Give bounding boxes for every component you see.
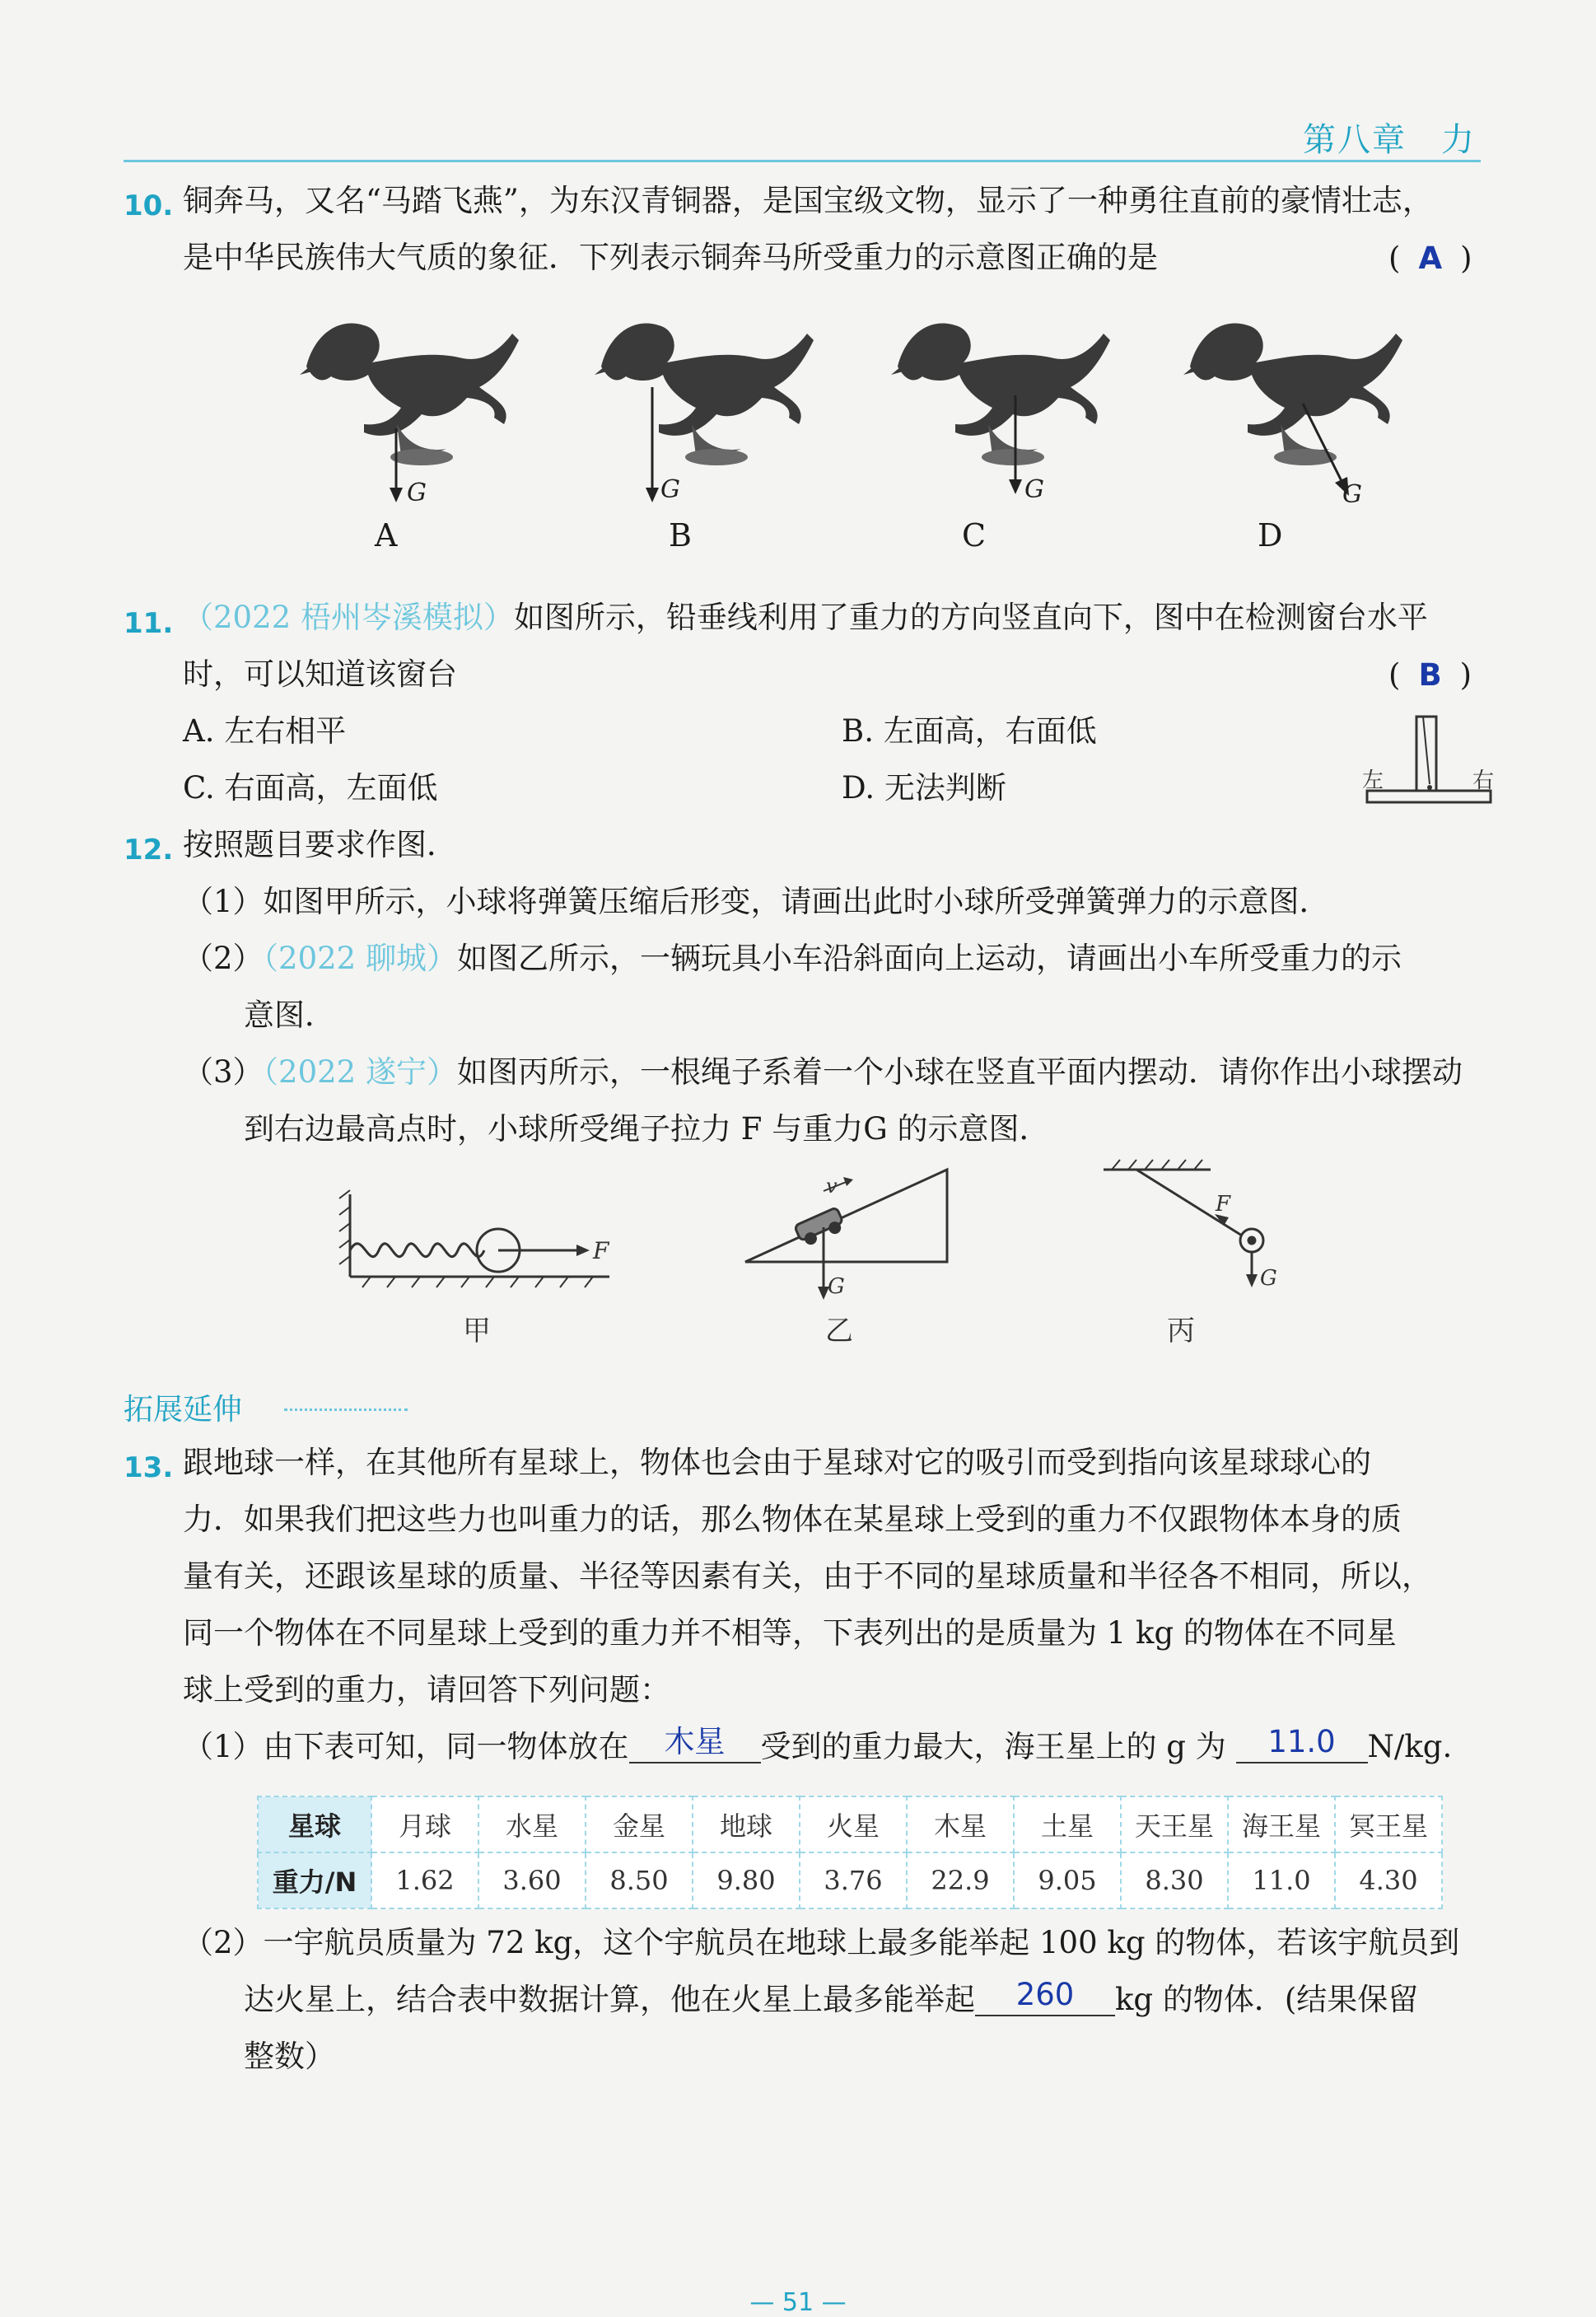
- q10-line1: 铜奔马，又名“马踏飞燕”，为东汉青铜器，是国宝级文物，显示了一种勇往直前的豪情壮志，: [183, 183, 1433, 218]
- fig-label-bing: 丙: [1167, 1315, 1195, 1348]
- table-cell: 海王星: [1228, 1796, 1335, 1852]
- q12-title: 按照题目要求作图．: [183, 827, 457, 862]
- q12-part2-line2: 意图．: [244, 997, 335, 1033]
- q13-part2-line2: 达火星上，结合表中数据计算，他在火星上最多能举起 260 kg 的物体．(结果保留: [244, 1977, 1419, 2017]
- q10-answer-bracket: ( A ): [1388, 241, 1472, 276]
- q11-option-b: B. 左面高，右面低: [842, 713, 1097, 749]
- q13-part2-line1: （2）一宇航员质量为 72 kg，这个宇航员在地球上最多能举起 100 kg 的物体，若该宇航员到: [183, 1925, 1460, 1960]
- table-cell: 8.30: [1121, 1852, 1228, 1908]
- q11-line2: 时，可以知道该窗台: [183, 656, 457, 692]
- chapter-title: 第八章 力: [1303, 121, 1476, 159]
- fig-incline-G: G: [828, 1274, 845, 1299]
- q10-line2: 是中华民族伟大气质的象征．下列表示铜奔马所受重力的示意图正确的是: [183, 240, 1158, 275]
- planet-gravity-table: [257, 1796, 1443, 1909]
- section-dash: [284, 1408, 408, 1411]
- fig-incline: [745, 1170, 947, 1300]
- q11-number: 11.: [124, 607, 174, 640]
- fig-spring: [339, 1190, 609, 1287]
- q11-answer-bracket: ( B ): [1388, 657, 1472, 693]
- q12-number: 12.: [124, 834, 174, 867]
- fig-pendulum-G: G: [1260, 1266, 1277, 1291]
- q13-line5: 球上受到的重力，请回答下列问题：: [183, 1672, 670, 1707]
- q13-part2-line3: 整数）: [244, 2039, 335, 2074]
- q11-option-a: A. 左右相平: [183, 713, 347, 749]
- table-cell: 9.80: [693, 1852, 800, 1908]
- table-head-weight: 重力/N: [258, 1852, 371, 1908]
- q13-line1: 跟地球一样，在其他所有星球上，物体也会由于星球对它的吸引而受到指向该星球球心的: [183, 1445, 1371, 1480]
- q10-number: 10.: [124, 189, 174, 222]
- q10-figA-G: G: [407, 479, 427, 507]
- section-title: 拓展延伸: [124, 1393, 243, 1427]
- q12-part3: （3）（2022 遂宁）如图丙所示，一根绳子系着一个小球在竖直平面内摆动．请你作出小球摆动: [183, 1054, 1463, 1090]
- q10-option-c: C: [962, 517, 987, 554]
- table-cell: 月球: [371, 1796, 478, 1852]
- table-cell: 冥王星: [1335, 1796, 1442, 1852]
- table-cell: 水星: [478, 1796, 586, 1852]
- q11-option-d: D. 无法判断: [842, 770, 1006, 806]
- q12-part1: （1）如图甲所示，小球将弹簧压缩后形变，请画出此时小球所受弹簧弹力的示意图．: [183, 884, 1330, 919]
- table-head-planet: 星球: [258, 1796, 371, 1852]
- q13-number: 13.: [124, 1451, 174, 1484]
- q10-option-d: D: [1258, 517, 1283, 554]
- table-row-planets: [258, 1796, 1442, 1852]
- table-cell: 火星: [800, 1796, 907, 1852]
- q11-fig-left: 左: [1362, 768, 1384, 793]
- table-row-weights: [258, 1852, 1442, 1908]
- q12-part2-source: （2022 聊城）: [263, 941, 457, 976]
- q10-figC-G: G: [1024, 475, 1044, 504]
- q10-answer: A: [1418, 241, 1443, 276]
- table-cell: 9.05: [1014, 1852, 1121, 1908]
- table-cell: 天王星: [1121, 1796, 1228, 1852]
- table-cell: 3.60: [478, 1852, 586, 1908]
- q11-line1: （2022 梧州岑溪模拟）如图所示，铅垂线利用了重力的方向竖直向下，图中在检测窗台水平: [183, 600, 1428, 635]
- q11-option-c: C. 右面高，左面低: [183, 770, 438, 806]
- fig-pendulum: [1104, 1160, 1263, 1287]
- q11-fig-right: 右: [1472, 768, 1495, 793]
- table-cell: 4.30: [1335, 1852, 1442, 1908]
- table-cell: 3.76: [800, 1852, 907, 1908]
- q10-figB-G: G: [660, 475, 680, 504]
- q13-line3: 量有关，还跟该星球的质量、半径等因素有关，由于不同的星球质量和半径各不相同，所以，: [183, 1558, 1432, 1594]
- fig-incline-v: v: [826, 1175, 838, 1198]
- table-cell: 金星: [586, 1796, 693, 1852]
- q12-part3-line2: 到右边最高点时，小球所受绳子拉力 F 与重力G 的示意图．: [244, 1111, 1050, 1147]
- q13-fill-planet: 木星: [629, 1722, 761, 1763]
- table-cell: 土星: [1014, 1796, 1121, 1852]
- q12-part3-source: （2022 遂宁）: [263, 1054, 457, 1090]
- q13-line2: 力．如果我们把这些力也叫重力的话，那么物体在某星球上受到的重力不仅跟物体本身的质: [183, 1502, 1402, 1537]
- fig-label-jia: 甲: [463, 1315, 491, 1348]
- q11-answer: B: [1418, 657, 1442, 693]
- q10-option-b: B: [669, 517, 692, 554]
- q11-source: （2022 梧州岑溪模拟）: [183, 600, 514, 635]
- table-cell: 木星: [907, 1796, 1014, 1852]
- q13-line4: 同一个物体在不同星球上受到的重力并不相等，下表列出的是质量为 1 kg 的物体在不同星: [183, 1615, 1397, 1651]
- q10-figD-G: G: [1342, 480, 1362, 509]
- table-cell: 地球: [693, 1796, 800, 1852]
- page-number: — 51 —: [749, 2288, 847, 2317]
- table-cell: 22.9: [907, 1852, 1014, 1908]
- fig-pendulum-F: F: [1216, 1192, 1231, 1217]
- q10-option-a: A: [375, 517, 398, 554]
- q12-part2: （2）（2022 聊城）如图乙所示，一辆玩具小车沿斜面向上运动，请画出小车所受重力的示: [183, 941, 1402, 976]
- fig-spring-F: F: [593, 1237, 609, 1264]
- table-cell: 11.0: [1228, 1852, 1335, 1908]
- table-cell: 1.62: [371, 1852, 478, 1908]
- q13-part1: （1）由下表可知，同一物体放在 木星 受到的重力最大，海王星上的 g 为 11.0 N/kg.: [183, 1724, 1453, 1764]
- fig-label-yi: 乙: [825, 1315, 853, 1348]
- q13-fill-g: 11.0: [1236, 1722, 1368, 1763]
- q13-fill-mass: 260: [975, 1975, 1115, 2016]
- table-cell: 8.50: [586, 1852, 693, 1908]
